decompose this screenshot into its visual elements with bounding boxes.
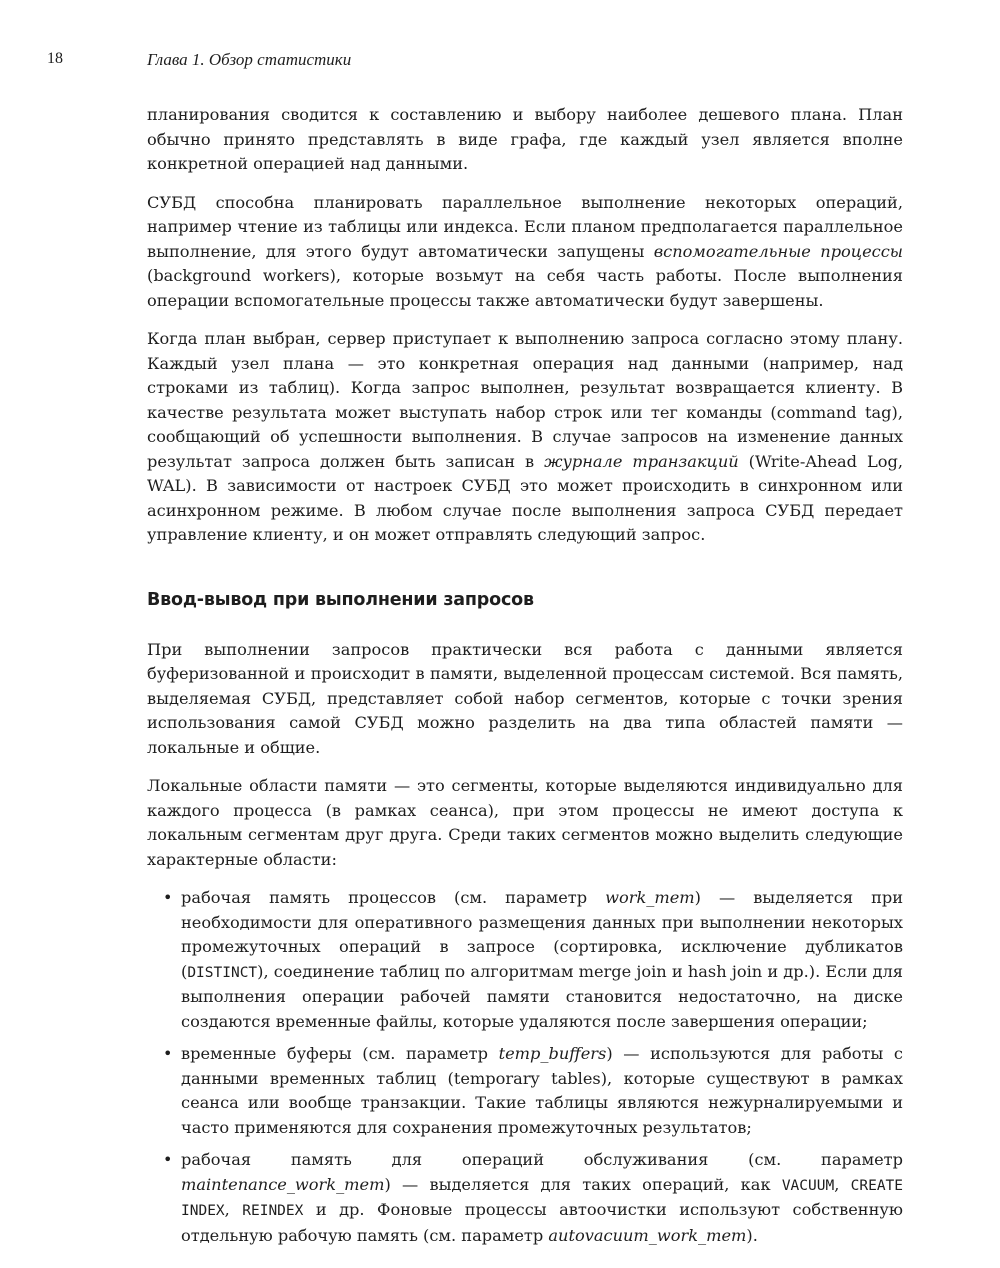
list-text: ) — используются для работы с данными временных таблиц (temporary tables), которые существуют в рамках сеанса или вообще транзакции. Такие таблицы являются нежурналируемыми и часто применяются для сохранения промежуточных результатов; — [181, 1044, 903, 1137]
paragraph-text: Локальные области памяти — это сегменты, которые выделяются индивидуально для каждого процесса (в рамках сеанса), при этом процессы не имеют доступа к локальным сегментам друг друга. Среди таких сегментов можно выделить следующие характерные области: — [147, 776, 903, 869]
list-item — [147, 886, 903, 1034]
parameter-name: work_mem — [605, 888, 695, 907]
paragraph — [147, 638, 903, 761]
page-number: 18 — [47, 50, 63, 67]
sql-keyword: VACUUM — [781, 1177, 835, 1194]
list-text: , — [834, 1174, 851, 1194]
parameter-name: autovacuum_work_mem — [548, 1225, 747, 1245]
section-heading: Ввод-вывод при выполнении запросов — [147, 589, 534, 610]
sql-keyword: REINDEX — [242, 1203, 304, 1219]
list-item — [147, 1042, 903, 1140]
sql-keyword: DISTINCT — [187, 964, 258, 981]
list-text: ) — выделяется для таких операций, как — [384, 1174, 782, 1194]
parameter-name: maintenance_work_mem — [181, 1174, 385, 1194]
paragraph-text: СУБД способна планировать параллельное выполнение некоторых операций, например чтение из таблицы или индекса. Если планом предполагается параллельное выполнение, для этого будут автоматически запущены — [147, 192, 903, 261]
sql-keyword: CREATE INDEX — [181, 1177, 904, 1219]
term-emphasis: вспомогательные процессы — [653, 241, 903, 261]
paragraph-text: При выполнении запросов практически вся работа с данными является буферизованной и происходит в памяти, выделенной процессам системой. Вся память, выделяемая СУБД, представляет собой набор сегментов, которые с точки зрения использования самой СУБД можно разделить на два типа областей памяти — локальные и общие. — [147, 639, 903, 757]
bullet-icon: • — [163, 1044, 173, 1063]
list-text: и др. Фоновые процессы автоочистки используют собственную отдельную рабочую память (см. параметр — [181, 1200, 903, 1245]
term-emphasis: журнале транзакций — [544, 451, 739, 471]
paragraph — [147, 327, 903, 548]
list-item — [147, 1148, 903, 1248]
list-text: ), соединение таблиц по алгоритмам merge join и hash join и др.). Если для выполнения операции рабочей памяти становится недостаточно, на диске создаются временные файлы, которые удаляются после завершения операции; — [181, 961, 903, 1031]
list-text: ) — выделяется при необходимости для оперативного размещения данных при выполнении некоторых промежуточных операций в запросе (сортировка, исключение дубликатов ( — [181, 888, 904, 981]
paragraph — [147, 191, 903, 314]
bullet-icon: • — [163, 888, 173, 907]
paragraph-text: Когда план выбран, сервер приступает к выполнению запроса согласно этому плану. Каждый узел плана — это конкретная операция над данными (например, над строками из таблиц). Когда запрос выполнен, результат возвращается клиенту. В качестве результата может выступать набор строк или тег команды (command tag), сообщающий об успешности выполнения. В случае запросов на изменение данных результат запроса должен быть записан в — [147, 329, 903, 471]
parameter-name: temp_buffers — [498, 1044, 607, 1063]
paragraph-text: (background workers), которые возьмут на себя часть работы. После выполнения операции вспомогательные процессы также автоматически будут завершены. — [147, 266, 903, 310]
bullet-icon: • — [163, 1150, 173, 1169]
paragraph-text: (Write-Ahead Log, WAL). В зависимости от настроек СУБД это может происходить в синхронном или асинхронном режиме. В любом случае после выполнения запроса СУБД передает управление клиенту, и он может отправлять следующий запрос. — [147, 451, 903, 544]
list-text: ). — [746, 1225, 758, 1245]
running-head: Глава 1. Обзор статистики — [147, 50, 352, 69]
paragraph — [147, 774, 903, 872]
list-text: рабочая память для операций обслуживания (см. параметр — [181, 1150, 903, 1169]
page-body — [147, 103, 903, 1256]
list-text: рабочая память процессов (см. параметр — [181, 888, 606, 907]
paragraph — [147, 103, 903, 177]
paragraph-text: планирования сводится к составлению и выбору наиболее дешевого плана. План обычно принято представлять в виде графа, где каждый узел является вполне конкретной операцией над данными. — [147, 105, 903, 173]
bullet-list — [147, 886, 903, 1248]
list-text: , — [224, 1200, 243, 1219]
list-text: временные буферы (см. параметр — [181, 1044, 499, 1063]
